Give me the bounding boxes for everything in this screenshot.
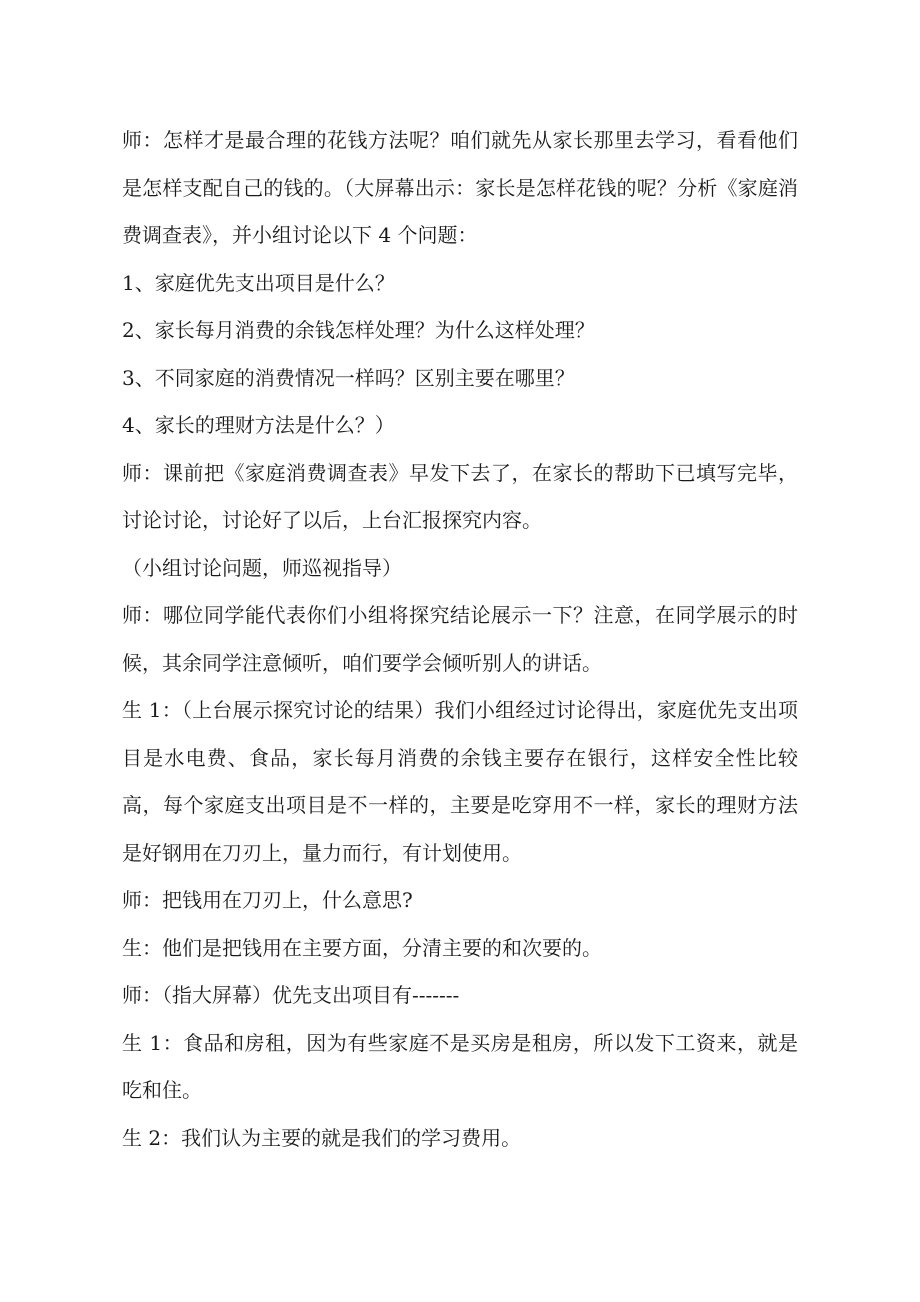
question-1: 1、家庭优先支出项目是什么？ xyxy=(122,270,395,295)
paragraph-student-answer: 生：他们是把钱用在主要方面，分清主要的和次要的。 xyxy=(122,935,602,960)
question-2: 2、家长每月消费的余钱怎样处理？为什么这样处理？ xyxy=(122,318,595,342)
paragraph-group-discussion: （小组讨论问题，师巡视指导） xyxy=(122,555,402,580)
paragraph-student-1-report: 生 1：（上台展示探究讨论的结果）我们小组经过讨论得出，家庭优先支出项目是水电费、食品，家长每月消费的余钱主要存在银行，这样安全性比较高，每个家庭支出项目是不一样的，主要是吃穿用不一样，家长的理财方法是好钢用在刀刃上，量力而行，有计划使用。 xyxy=(122,698,798,865)
paragraph-student-1-answer: 生 1：食品和房租，因为有些家庭不是买房是租房，所以发下工资来，就是吃和住。 xyxy=(122,1030,798,1102)
question-3: 3、不同家庭的消费情况一样吗？区别主要在哪里？ xyxy=(122,365,575,390)
paragraph-teacher-question: 师：把钱用在刀刃上，什么意思? xyxy=(122,888,413,912)
paragraph-student-2-answer: 生 2：我们认为主要的就是我们的学习费用。 xyxy=(122,1125,522,1150)
paragraph-intro: 师：怎样才是最合理的花钱方法呢？咱们就先从家长那里去学习，看看他们是怎样支配自己的钱的。（大屏幕出示：家长是怎样花钱的呢？分析《家庭消费调查表》，并小组讨论以下 4 个问题： xyxy=(122,128,798,247)
question-4: 4、家长的理财方法是什么？） xyxy=(122,413,395,437)
paragraph-teacher-screen: 师：（指大屏幕）优先支出项目有------- xyxy=(122,983,460,1007)
document-body xyxy=(122,117,798,1162)
paragraph-teacher-prompt: 师：哪位同学能代表你们小组将探究结论展示一下？注意，在同学展示的时候，其余同学注意倾听，咱们要学会倾听别人的讲话。 xyxy=(122,603,798,675)
paragraph-teacher-instructions: 师：课前把《家庭消费调查表》早发下去了，在家长的帮助下已填写完毕，讨论讨论，讨论好了以后，上台汇报探究内容。 xyxy=(122,460,798,532)
